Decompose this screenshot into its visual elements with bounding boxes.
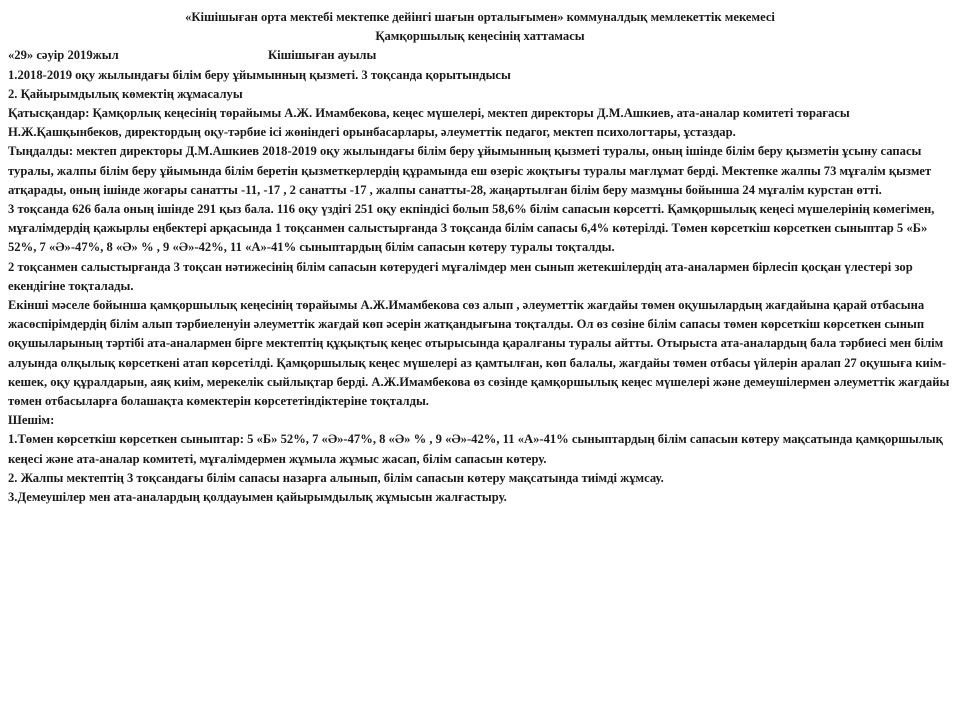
document-title: «Кішішыған орта мектебі мектепке дейінгі шағын орталығымен» коммуналдық мемлекеттік мекемесі xyxy=(185,10,775,24)
second-issue-paragraph: Екінші мәселе бойынша қамқоршылық кеңесінің төрайымы А.Ж.Имамбекова сөз алып , әлеуметтік жағдайы төмен оқушылардың жағдайына қарай отбасына жасөспірімдердің білім алып тәрбиеленуін әлеуметтік жағдай көп әсерін жатқандығына тоқталды. Ол өз сөзіне білім сапасы төмен көрсеткіш көрсеткен сынып оқушыларының тәртібі ата-аналармен бірге мектептің құқықтық кеңес отырысында қаралғаны туралы айтты. Отырыста ата-аналардың бала тәрбиесі мен білім алуында олқылық көрсеткені атап көрсетілді. Қамқоршылық кеңес мүшелері аз қамтылған, көп балалы, жағдайы төмен отбасы үйлерін аралап 27 оқушыға киім-кешек, оқу құралдарын, аяқ киім, мерекелік сыйлықтар берді. А.Ж.Имамбекова өз сөзінде қамқоршылық кеңес мүшелері және демеушілермен әлеуметтік жағдайы төмен отбасыларға болашақта көмектерін көрсететіндіктеріне тоқталды. xyxy=(8,298,950,409)
agenda-item-2: 2. Қайырымдылық көмектің жұмасалуы xyxy=(8,86,243,101)
document-date: «29» сәуір 2019жыл xyxy=(8,48,119,63)
participants-paragraph: Қатысқандар: Қамқорлық кеңесінің төрайымы А.Ж. Имамбекова, кеңес мүшелері, мектеп директоры Д.М.Ашкиев, ата-аналар комитеті төрағасы Н.Ж.Қашқынбеков, директордың оқу-тәрбие ісі жөніндегі орынбасарлары, әлеуметтік педагог, мектеп психологтары, ұстаздар. xyxy=(8,106,850,140)
listened-paragraph: Тыңдалды: мектеп директоры Д.М.Ашкиев 2018-2019 оқу жылындағы білім беру ұйымынның қызметі туралы, оның ішінде білім беру қызметін ұсыну сапасы туралы, жалпы білім беру ұйымында білім беретін қызметкерлердің құрамында еш өзеріс жоқтығы туралы мағлұмат берді. Мектепке жалпы 73 мұғалім қызмет атқарады, оның ішінде жоғары санатты -11, -17 , 2 санатты -17 , жалпы санатты-28, жаңартылған білім беру мазмұны бойынша 24 мұғалім курстан өтті. xyxy=(8,144,932,197)
decision-item-2: 2. Жалпы мектептің 3 тоқсандағы білім сапасы назарға алынып, білім сапасын көтеру мақсатында тиімді жұмсау. xyxy=(8,470,664,485)
protocol-document xyxy=(8,8,952,507)
quarter2-paragraph: 2 тоқсанмен салыстырғанда 3 тоқсан нәтижесінің білім сапасын көтерудегі мұғалімдер мен сынып жетекшілердің ата-аналармен бірлесіп қосқан үлестері зор екендігіне тоқталады. xyxy=(8,259,913,293)
agenda-item-1: 1.2018-2019 оқу жылындағы білім беру ұйымынның қызметі. 3 тоқсанда қорытындысы xyxy=(8,67,511,82)
document-place: Кішішыған ауылы xyxy=(268,48,377,63)
quarter3-paragraph: 3 тоқсанда 626 бала оның ішінде 291 қыз бала. 116 оқу үздігі 251 оқу екпіндісі болып 58,6% білім сапасын көрсетті. Қамқоршылық кеңесі мүшелерінің көмегімен, мұғалімдердің қажырлы еңбектері арқасында 1 тоқсанмен салыстырғанда 3 тоқсанда білім сапасы 6,4% көтерілді. Төмен көрсеткіш көрсеткен сыныптар 5 «Б» 52%, 7 «Ә»-47%, 8 «Ә» % , 9 «Ә»-42%, 11 «А»-41% сыныптардың білім сапасын көтеру туралы тоқталды. xyxy=(8,202,935,255)
decision-item-1: 1.Төмен көрсеткіш көрсеткен сыныптар: 5 «Б» 52%, 7 «Ә»-47%, 8 «Ә» % , 9 «Ә»-42%, 11 «А»-41% сыныптардың білім сапасын көтеру мақсатында қамқоршылық кеңесі және ата-аналар комитеті, мұғалімдермен жұмыла жұмыс жасап, білім сапасын көтеру. xyxy=(8,432,943,466)
decision-item-3: 3.Демеушілер мен ата-аналардың қолдауымен қайырымдылық жұмысын жалғастыру. xyxy=(8,490,507,505)
decision-label: Шешім: xyxy=(8,413,55,428)
document-subtitle: Қамқоршылық кеңесінің хаттамасы xyxy=(375,29,585,44)
date-place-row xyxy=(8,46,952,65)
